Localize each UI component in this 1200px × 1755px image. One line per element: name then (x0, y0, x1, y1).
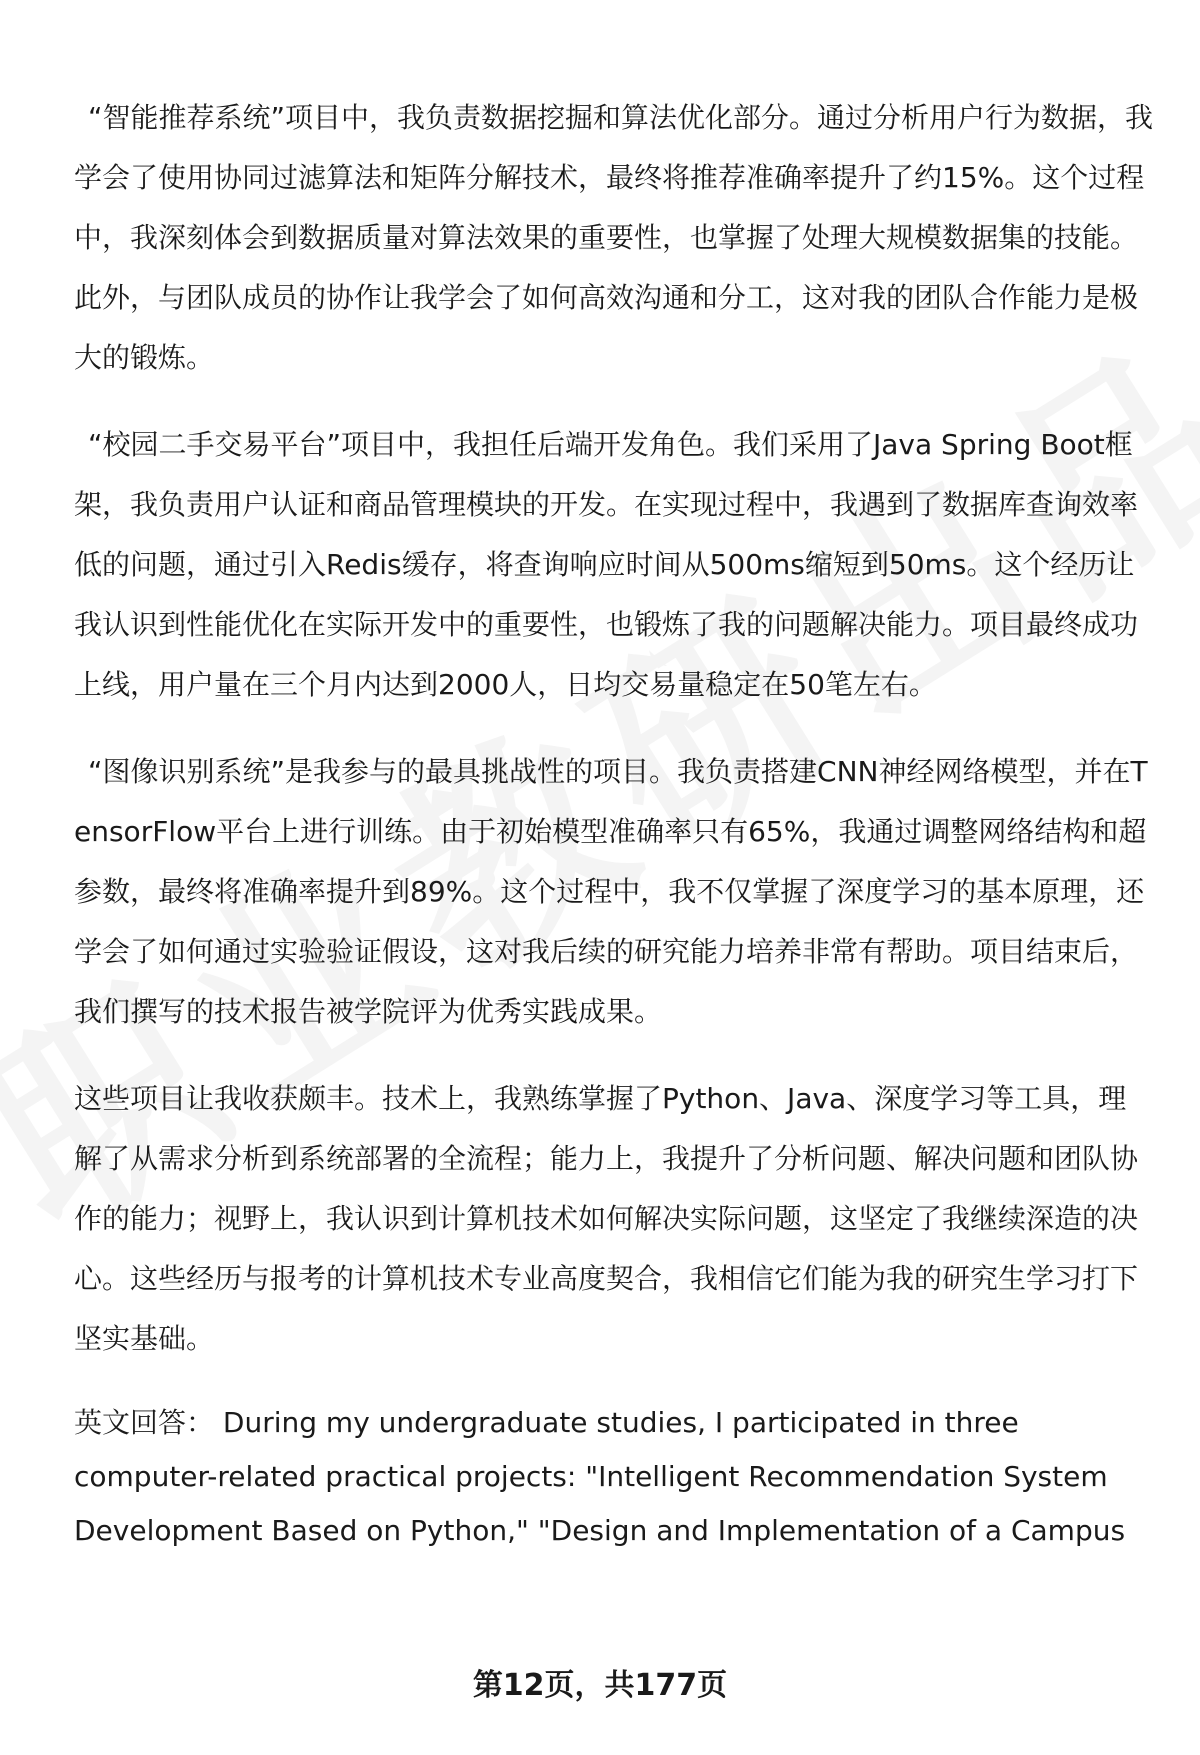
english-answer-label: 英文回答： (74, 1406, 215, 1439)
paragraph-summary: 这些项目让我收获颇丰。技术上，我熟练掌握了Python、Java、深度学习等工具，理解了从需求分析到系统部署的全流程；能力上，我提升了分析问题、解决问题和团队协作的能力；视野上，我认识到计算机技术如何解决实际问题，这坚定了我继续深造的决心。这些经历与报考的计算机技术专业高度契合，我相信它们能为我的研究生学习打下坚实基础。 (74, 1082, 1139, 1355)
english-answer-text: During my undergraduate studies, I participated in three computer-related practical projects: "Intelligent Recommendation System Development Based on Python," "Design and Implementation of a Campus (74, 1406, 1126, 1547)
paragraph-image-recognition-project: “图像识别系统”是我参与的最具挑战性的项目。我负责搭建CNN神经网络模型，并在TensorFlow平台上进行训练。由于初始模型准确率只有65%，我通过调整网络结构和超参数，最终将准确率提升到89%。这个过程中，我不仅掌握了深度学习的基本原理，还学会了如何通过实验验证假设，这对我后续的研究能力培养非常有帮助。项目结束后，我们撰写的技术报告被学院评为优秀实践成果。 (74, 755, 1148, 1028)
paragraph-english-answer (74, 1396, 1154, 1558)
paragraph-recommendation-project: “智能推荐系统”项目中，我负责数据挖掘和算法优化部分。通过分析用户行为数据，我学会了使用协同过滤算法和矩阵分解技术，最终将推荐准确率提升了约15%。这个过程中，我深刻体会到数据质量对算法效果的重要性，也掌握了处理大规模数据集的技能。此外，与团队成员的协作让我学会了如何高效沟通和分工，这对我的团队合作能力是极大的锻炼。 (74, 101, 1154, 374)
paragraph-campus-trading-project: “校园二手交易平台”项目中，我担任后端开发角色。我们采用了Java Spring Boot框架，我负责用户认证和商品管理模块的开发。在实现过程中，我遇到了数据库查询效率低的问题，通过引入Redis缓存，将查询响应时间从500ms缩短到50ms。这个经历让我认识到性能优化在实际开发中的重要性，也锻炼了我的问题解决能力。项目最终成功上线，用户量在三个月内达到2000人，日均交易量稳定在50笔左右。 (74, 428, 1139, 701)
page-number: 第12页，共177页 (472, 1668, 728, 1703)
document-body (74, 88, 1154, 1585)
